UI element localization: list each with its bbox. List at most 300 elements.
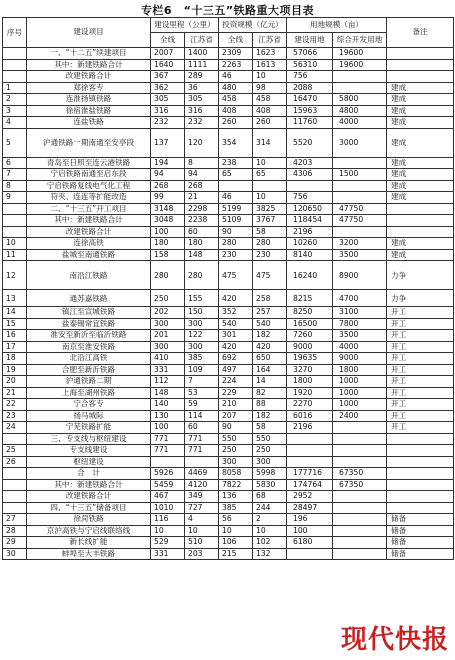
land-dev-cell: 47750 bbox=[333, 215, 387, 227]
note-cell: 建成 bbox=[387, 157, 454, 169]
mileage-total-cell: 280 bbox=[151, 261, 185, 290]
mileage-total-cell: 3048 bbox=[151, 215, 185, 227]
mileage-js-cell: 305 bbox=[185, 94, 219, 106]
project-name-cell: 蚌埠至大丰铁路 bbox=[27, 548, 151, 560]
project-name-cell: 京沪高铁与宁启线联络线 bbox=[27, 525, 151, 537]
land-build-cell: 10260 bbox=[287, 238, 333, 250]
land-dev-cell bbox=[333, 456, 387, 468]
land-dev-cell: 4000 bbox=[333, 117, 387, 129]
seq-cell: 28 bbox=[3, 525, 27, 537]
header-investment: 投资规模（亿元） bbox=[219, 18, 287, 33]
land-dev-cell: 67350 bbox=[333, 479, 387, 491]
table-row bbox=[3, 479, 454, 491]
invest-js-cell: 257 bbox=[253, 307, 287, 319]
project-name-cell: 沪通铁路二期 bbox=[27, 376, 151, 388]
table-row bbox=[3, 445, 454, 457]
mileage-total-cell: 112 bbox=[151, 376, 185, 388]
table-row bbox=[3, 169, 454, 181]
mileage-js-cell: 148 bbox=[185, 249, 219, 261]
land-build-cell: 1800 bbox=[287, 376, 333, 388]
project-name-cell: 其中：新建铁路合计 bbox=[27, 59, 151, 71]
project-name-cell: 连徐高铁 bbox=[27, 238, 151, 250]
seq-cell bbox=[3, 479, 27, 491]
note-cell: 开工 bbox=[387, 410, 454, 422]
invest-js-cell: 132 bbox=[253, 548, 287, 560]
note-cell: 开工 bbox=[387, 307, 454, 319]
mileage-js-cell: 771 bbox=[185, 433, 219, 445]
mileage-total-cell: 268 bbox=[151, 180, 185, 192]
seq-cell bbox=[3, 491, 27, 503]
mileage-total-cell: 250 bbox=[151, 290, 185, 307]
mileage-total-cell: 202 bbox=[151, 307, 185, 319]
project-name-cell: 宁启铁路南通至启东段 bbox=[27, 169, 151, 181]
land-build-cell: 16240 bbox=[287, 261, 333, 290]
mileage-total-cell: 10 bbox=[151, 525, 185, 537]
railway-projects-table bbox=[2, 17, 454, 560]
land-build-cell: 8215 bbox=[287, 290, 333, 307]
land-build-cell: 28497 bbox=[287, 502, 333, 514]
seq-cell: 16 bbox=[3, 330, 27, 342]
table-row bbox=[3, 376, 454, 388]
mileage-js-cell: 109 bbox=[185, 364, 219, 376]
invest-js-cell: 88 bbox=[253, 399, 287, 411]
seq-cell: 21 bbox=[3, 387, 27, 399]
invest-total-cell bbox=[219, 180, 253, 192]
project-name-cell: 改建铁路合计 bbox=[27, 491, 151, 503]
project-name-cell: 其中：新建铁路合计 bbox=[27, 479, 151, 491]
table-row bbox=[3, 341, 454, 353]
land-dev-cell: 8900 bbox=[333, 261, 387, 290]
invest-js-cell: 280 bbox=[253, 238, 287, 250]
land-build-cell: 19635 bbox=[287, 353, 333, 365]
note-cell: 储备 bbox=[387, 525, 454, 537]
land-build-cell: 2196 bbox=[287, 226, 333, 238]
page-title: 专栏6 “十三五”铁路重大项目表 bbox=[140, 4, 315, 17]
mileage-js-cell: 385 bbox=[185, 353, 219, 365]
table-row bbox=[3, 387, 454, 399]
invest-js-cell: 102 bbox=[253, 537, 287, 549]
note-cell bbox=[387, 456, 454, 468]
mileage-js-cell: 7 bbox=[185, 376, 219, 388]
project-name-cell: 改建铁路合计 bbox=[27, 226, 151, 238]
invest-total-cell: 230 bbox=[219, 249, 253, 261]
project-name-cell: 北沿江高铁 bbox=[27, 353, 151, 365]
land-build-cell: 4306 bbox=[287, 169, 333, 181]
land-build-cell: 9000 bbox=[287, 341, 333, 353]
land-dev-cell bbox=[333, 491, 387, 503]
invest-total-cell: 10 bbox=[219, 525, 253, 537]
note-cell: 建成 bbox=[387, 169, 454, 181]
mileage-total-cell: 158 bbox=[151, 249, 185, 261]
mileage-js-cell: 21 bbox=[185, 192, 219, 204]
seq-cell: 6 bbox=[3, 157, 27, 169]
land-dev-cell: 1000 bbox=[333, 387, 387, 399]
mileage-js-cell: 268 bbox=[185, 180, 219, 192]
table-row bbox=[3, 203, 454, 215]
seq-cell: 23 bbox=[3, 410, 27, 422]
invest-js-cell: 82 bbox=[253, 387, 287, 399]
seq-cell: 20 bbox=[3, 376, 27, 388]
seq-cell: 1 bbox=[3, 82, 27, 94]
invest-total-cell: 90 bbox=[219, 422, 253, 434]
land-dev-cell bbox=[333, 71, 387, 83]
land-dev-cell: 5800 bbox=[333, 94, 387, 106]
header-mileage-total: 全线 bbox=[151, 33, 185, 48]
table-row bbox=[3, 502, 454, 514]
table-row bbox=[3, 410, 454, 422]
header-invest-total: 全线 bbox=[219, 33, 253, 48]
land-build-cell: 7260 bbox=[287, 330, 333, 342]
invest-total-cell: 7822 bbox=[219, 479, 253, 491]
invest-js-cell: 58 bbox=[253, 226, 287, 238]
invest-js-cell: 3825 bbox=[253, 203, 287, 215]
table-row bbox=[3, 215, 454, 227]
table-row bbox=[3, 128, 454, 157]
project-name-cell: 枢纽建设 bbox=[27, 456, 151, 468]
mileage-js-cell: 60 bbox=[185, 422, 219, 434]
invest-js-cell: 1613 bbox=[253, 59, 287, 71]
invest-total-cell: 260 bbox=[219, 117, 253, 129]
seq-cell: 15 bbox=[3, 318, 27, 330]
land-dev-cell: 19600 bbox=[333, 48, 387, 60]
mileage-total-cell: 316 bbox=[151, 105, 185, 117]
invest-total-cell: 420 bbox=[219, 341, 253, 353]
land-dev-cell bbox=[333, 180, 387, 192]
project-name-cell: 一、“十二五”续建项目 bbox=[27, 48, 151, 60]
note-cell: 开工 bbox=[387, 387, 454, 399]
seq-cell: 11 bbox=[3, 249, 27, 261]
land-build-cell: 174764 bbox=[287, 479, 333, 491]
note-cell: 力争 bbox=[387, 290, 454, 307]
invest-total-cell: 90 bbox=[219, 226, 253, 238]
invest-js-cell: 650 bbox=[253, 353, 287, 365]
land-build-cell: 16500 bbox=[287, 318, 333, 330]
invest-total-cell: 354 bbox=[219, 128, 253, 157]
table-row bbox=[3, 548, 454, 560]
invest-total-cell: 5199 bbox=[219, 203, 253, 215]
seq-cell: 2 bbox=[3, 94, 27, 106]
mileage-js-cell: 1111 bbox=[185, 59, 219, 71]
invest-js-cell: 244 bbox=[253, 502, 287, 514]
invest-js-cell: 314 bbox=[253, 128, 287, 157]
mileage-js-cell: 727 bbox=[185, 502, 219, 514]
mileage-js-cell: 203 bbox=[185, 548, 219, 560]
invest-total-cell: 8058 bbox=[219, 468, 253, 480]
project-name-cell: 连淮扬镇铁路 bbox=[27, 94, 151, 106]
seq-cell bbox=[3, 71, 27, 83]
seq-cell: 8 bbox=[3, 180, 27, 192]
land-dev-cell: 19600 bbox=[333, 59, 387, 71]
table-row bbox=[3, 514, 454, 526]
invest-js-cell: 98 bbox=[253, 82, 287, 94]
land-build-cell: 16470 bbox=[287, 94, 333, 106]
seq-cell: 9 bbox=[3, 192, 27, 204]
note-cell bbox=[387, 215, 454, 227]
mileage-js-cell: 155 bbox=[185, 290, 219, 307]
invest-total-cell: 300 bbox=[219, 456, 253, 468]
invest-js-cell: 65 bbox=[253, 169, 287, 181]
project-name-cell: 南京至淮安铁路 bbox=[27, 341, 151, 353]
table-row bbox=[3, 157, 454, 169]
land-build-cell bbox=[287, 433, 333, 445]
invest-js-cell: 300 bbox=[253, 456, 287, 468]
seq-cell bbox=[3, 48, 27, 60]
invest-js-cell bbox=[253, 180, 287, 192]
header-mileage-js: 江苏省 bbox=[185, 33, 219, 48]
invest-total-cell: 65 bbox=[219, 169, 253, 181]
mileage-js-cell: 349 bbox=[185, 491, 219, 503]
mileage-total-cell: 5926 bbox=[151, 468, 185, 480]
note-cell: 力争 bbox=[387, 261, 454, 290]
note-cell bbox=[387, 502, 454, 514]
mileage-js-cell: 316 bbox=[185, 105, 219, 117]
land-dev-cell: 9000 bbox=[333, 353, 387, 365]
note-cell bbox=[387, 226, 454, 238]
table-row bbox=[3, 537, 454, 549]
land-build-cell: 5520 bbox=[287, 128, 333, 157]
note-cell: 储备 bbox=[387, 537, 454, 549]
mileage-total-cell: 467 bbox=[151, 491, 185, 503]
note-cell: 建成 bbox=[387, 238, 454, 250]
land-build-cell: 118454 bbox=[287, 215, 333, 227]
land-dev-cell: 4800 bbox=[333, 105, 387, 117]
mileage-js-cell: 232 bbox=[185, 117, 219, 129]
mileage-total-cell: 100 bbox=[151, 422, 185, 434]
mileage-js-cell: 4120 bbox=[185, 479, 219, 491]
note-cell bbox=[387, 479, 454, 491]
land-dev-cell: 3000 bbox=[333, 128, 387, 157]
land-dev-cell bbox=[333, 445, 387, 457]
note-cell: 建成 bbox=[387, 192, 454, 204]
invest-total-cell: 5109 bbox=[219, 215, 253, 227]
project-name-cell: 连盐铁路 bbox=[27, 117, 151, 129]
note-cell bbox=[387, 491, 454, 503]
land-build-cell: 6180 bbox=[287, 537, 333, 549]
table-row bbox=[3, 330, 454, 342]
invest-total-cell: 250 bbox=[219, 445, 253, 457]
table-row bbox=[3, 249, 454, 261]
invest-total-cell: 692 bbox=[219, 353, 253, 365]
invest-total-cell: 2263 bbox=[219, 59, 253, 71]
land-build-cell: 1920 bbox=[287, 387, 333, 399]
invest-js-cell: 10 bbox=[253, 192, 287, 204]
project-name-cell: 四、“十三五”储备项目 bbox=[27, 502, 151, 514]
note-cell: 建成 bbox=[387, 105, 454, 117]
seq-cell: 25 bbox=[3, 445, 27, 457]
table-row bbox=[3, 261, 454, 290]
seq-cell bbox=[3, 502, 27, 514]
mileage-js-cell: 510 bbox=[185, 537, 219, 549]
header-project: 建设项目 bbox=[27, 18, 151, 48]
invest-total-cell: 210 bbox=[219, 399, 253, 411]
table-row bbox=[3, 307, 454, 319]
land-dev-cell bbox=[333, 514, 387, 526]
mileage-total-cell: 99 bbox=[151, 192, 185, 204]
invest-total-cell: 2309 bbox=[219, 48, 253, 60]
header-note: 备注 bbox=[387, 18, 454, 48]
land-build-cell: 4203 bbox=[287, 157, 333, 169]
land-dev-cell bbox=[333, 548, 387, 560]
invest-js-cell: 1623 bbox=[253, 48, 287, 60]
mileage-js-cell: 2238 bbox=[185, 215, 219, 227]
project-name-cell: 专支线建设 bbox=[27, 445, 151, 457]
header-invest-js: 江苏省 bbox=[253, 33, 287, 48]
project-name-cell: 宁合客专 bbox=[27, 399, 151, 411]
invest-total-cell: 136 bbox=[219, 491, 253, 503]
seq-cell bbox=[3, 468, 27, 480]
note-cell: 储备 bbox=[387, 514, 454, 526]
mileage-js-cell: 114 bbox=[185, 410, 219, 422]
mileage-total-cell: 194 bbox=[151, 157, 185, 169]
mileage-js-cell: 300 bbox=[185, 341, 219, 353]
invest-total-cell: 229 bbox=[219, 387, 253, 399]
mileage-js-cell: 60 bbox=[185, 226, 219, 238]
mileage-js-cell: 94 bbox=[185, 169, 219, 181]
land-dev-cell: 4000 bbox=[333, 341, 387, 353]
table-row bbox=[3, 82, 454, 94]
seq-cell: 14 bbox=[3, 307, 27, 319]
mileage-js-cell: 4 bbox=[185, 514, 219, 526]
note-cell bbox=[387, 468, 454, 480]
land-build-cell: 3270 bbox=[287, 364, 333, 376]
header-mileage: 建设里程（公里） bbox=[151, 18, 219, 33]
project-name-cell: 二、“十三五”开工项目 bbox=[27, 203, 151, 215]
table-row bbox=[3, 318, 454, 330]
table-row bbox=[3, 364, 454, 376]
land-dev-cell bbox=[333, 525, 387, 537]
project-name-cell: 三、专支线与枢纽建设 bbox=[27, 433, 151, 445]
mileage-js-cell: 1400 bbox=[185, 48, 219, 60]
land-dev-cell: 3500 bbox=[333, 249, 387, 261]
land-dev-cell bbox=[333, 226, 387, 238]
invest-total-cell: 420 bbox=[219, 290, 253, 307]
note-cell bbox=[387, 433, 454, 445]
table-row bbox=[3, 94, 454, 106]
mileage-total-cell: 771 bbox=[151, 445, 185, 457]
invest-js-cell: 164 bbox=[253, 364, 287, 376]
table-row bbox=[3, 59, 454, 71]
land-dev-cell bbox=[333, 192, 387, 204]
invest-total-cell: 352 bbox=[219, 307, 253, 319]
mileage-total-cell: 3148 bbox=[151, 203, 185, 215]
table-row bbox=[3, 525, 454, 537]
invest-total-cell: 46 bbox=[219, 192, 253, 204]
note-cell: 建成 bbox=[387, 117, 454, 129]
land-build-cell: 120650 bbox=[287, 203, 333, 215]
invest-js-cell: 58 bbox=[253, 422, 287, 434]
project-name-cell: 盐泰锡常宜铁路 bbox=[27, 318, 151, 330]
mileage-js-cell: 180 bbox=[185, 238, 219, 250]
land-dev-cell: 3200 bbox=[333, 238, 387, 250]
note-cell: 建成 bbox=[387, 128, 454, 157]
land-dev-cell: 1500 bbox=[333, 169, 387, 181]
mileage-total-cell: 232 bbox=[151, 117, 185, 129]
mileage-total-cell: 771 bbox=[151, 433, 185, 445]
land-build-cell bbox=[287, 445, 333, 457]
mileage-js-cell: 150 bbox=[185, 307, 219, 319]
project-name-cell: 徐宿淮盐铁路 bbox=[27, 105, 151, 117]
header-land-dev: 综合开发用地 bbox=[333, 33, 387, 48]
land-dev-cell bbox=[333, 82, 387, 94]
seq-cell: 5 bbox=[3, 128, 27, 157]
mileage-js-cell: 36 bbox=[185, 82, 219, 94]
land-build-cell: 100 bbox=[287, 525, 333, 537]
mileage-js-cell: 120 bbox=[185, 128, 219, 157]
mileage-js-cell: 2298 bbox=[185, 203, 219, 215]
seq-cell bbox=[3, 203, 27, 215]
land-build-cell: 177716 bbox=[287, 468, 333, 480]
project-name-cell: 郑徐客专 bbox=[27, 82, 151, 94]
mileage-total-cell: 1640 bbox=[151, 59, 185, 71]
land-dev-cell: 1000 bbox=[333, 399, 387, 411]
mileage-total-cell: 2007 bbox=[151, 48, 185, 60]
seq-cell bbox=[3, 226, 27, 238]
project-name-cell: 宁启铁路复线电气化工程 bbox=[27, 180, 151, 192]
land-build-cell: 8250 bbox=[287, 307, 333, 319]
mileage-js-cell: 59 bbox=[185, 399, 219, 411]
invest-js-cell: 2 bbox=[253, 514, 287, 526]
mileage-total-cell: 100 bbox=[151, 226, 185, 238]
seq-cell bbox=[3, 215, 27, 227]
land-build-cell: 756 bbox=[287, 71, 333, 83]
note-cell: 开工 bbox=[387, 330, 454, 342]
invest-js-cell: 258 bbox=[253, 290, 287, 307]
invest-js-cell: 68 bbox=[253, 491, 287, 503]
table-row bbox=[3, 226, 454, 238]
table-row bbox=[3, 48, 454, 60]
mileage-total-cell: 130 bbox=[151, 410, 185, 422]
mileage-total-cell bbox=[151, 456, 185, 468]
mileage-js-cell: 4469 bbox=[185, 468, 219, 480]
table-row bbox=[3, 399, 454, 411]
seq-cell: 10 bbox=[3, 238, 27, 250]
land-build-cell bbox=[287, 456, 333, 468]
invest-js-cell: 182 bbox=[253, 410, 287, 422]
note-cell: 开工 bbox=[387, 318, 454, 330]
table-row bbox=[3, 491, 454, 503]
land-dev-cell: 4700 bbox=[333, 290, 387, 307]
table-row bbox=[3, 353, 454, 365]
mileage-total-cell: 148 bbox=[151, 387, 185, 399]
table-row bbox=[3, 117, 454, 129]
table-row bbox=[3, 238, 454, 250]
invest-js-cell: 10 bbox=[253, 71, 287, 83]
table-row bbox=[3, 468, 454, 480]
land-build-cell: 196 bbox=[287, 514, 333, 526]
invest-total-cell: 238 bbox=[219, 157, 253, 169]
project-name-cell: 合肥至新沂铁路 bbox=[27, 364, 151, 376]
land-build-cell bbox=[287, 180, 333, 192]
invest-total-cell: 224 bbox=[219, 376, 253, 388]
project-name-cell: 扬马城际 bbox=[27, 410, 151, 422]
invest-total-cell: 106 bbox=[219, 537, 253, 549]
invest-js-cell: 230 bbox=[253, 249, 287, 261]
note-cell: 建成 bbox=[387, 94, 454, 106]
mileage-total-cell: 180 bbox=[151, 238, 185, 250]
mileage-js-cell: 8 bbox=[185, 157, 219, 169]
mileage-js-cell: 280 bbox=[185, 261, 219, 290]
seq-cell: 30 bbox=[3, 548, 27, 560]
watermark-logo: 现代快报 bbox=[340, 625, 449, 655]
mileage-total-cell: 410 bbox=[151, 353, 185, 365]
invest-total-cell: 207 bbox=[219, 410, 253, 422]
note-cell: 开工 bbox=[387, 422, 454, 434]
land-dev-cell: 1000 bbox=[333, 376, 387, 388]
note-cell: 开工 bbox=[387, 399, 454, 411]
invest-js-cell: 540 bbox=[253, 318, 287, 330]
invest-js-cell: 408 bbox=[253, 105, 287, 117]
table-row bbox=[3, 105, 454, 117]
